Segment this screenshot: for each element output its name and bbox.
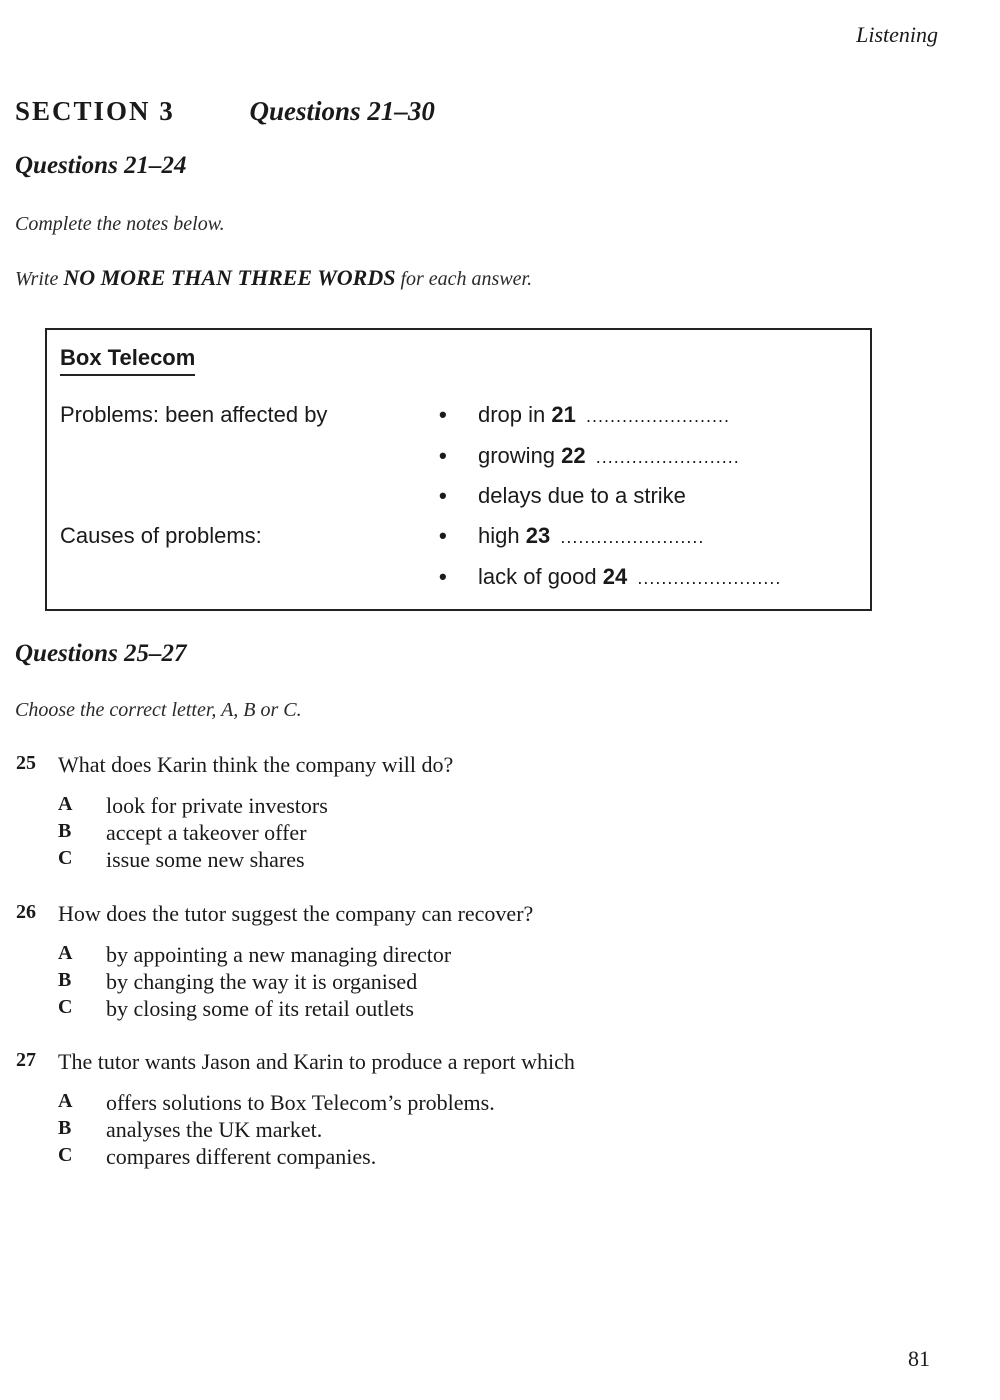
option-text[interactable]: offers solutions to Box Telecom’s problems.	[106, 1090, 495, 1115]
option-letter[interactable]: A	[58, 1090, 73, 1112]
question-text: What does Karin think the company will do?	[58, 752, 454, 777]
option-letter[interactable]: B	[58, 820, 72, 842]
answer-blank[interactable]: ........................	[560, 527, 705, 547]
notes-box	[45, 328, 872, 611]
page-number: 81	[908, 1346, 930, 1371]
notes-item-text: delays due to a strike	[478, 483, 686, 508]
notes-item-23	[478, 523, 704, 549]
notes-item-text: lack of good	[478, 564, 597, 589]
question-number: 22	[561, 443, 586, 468]
running-head: Listening	[856, 22, 938, 47]
bullet-icon: •	[439, 402, 447, 427]
questions-21-24-heading: Questions 21–24	[15, 152, 187, 179]
question-text: How does the tutor suggest the company can recover?	[58, 901, 534, 926]
instruction-word-limit-post: for each answer.	[400, 268, 533, 290]
option-text[interactable]: by closing some of its retail outlets	[106, 996, 414, 1021]
option-text[interactable]: compares different companies.	[106, 1144, 377, 1169]
bullet-icon: •	[439, 483, 447, 508]
questions-25-27-heading: Questions 25–27	[15, 640, 187, 667]
answer-blank[interactable]: ........................	[595, 447, 740, 467]
option-letter[interactable]: C	[58, 996, 73, 1018]
instruction-complete-notes: Complete the notes below.	[15, 213, 225, 235]
question-text: The tutor wants Jason and Karin to produce a report which	[58, 1049, 575, 1074]
instruction-choose-letter: Choose the correct letter, A, B or C.	[15, 699, 302, 721]
instruction-word-limit-bold: NO MORE THAN THREE WORDS	[63, 265, 396, 290]
bullet-icon: •	[439, 523, 447, 548]
option-text[interactable]: analyses the UK market.	[106, 1117, 323, 1142]
question-number: 24	[602, 564, 628, 589]
notes-item-21	[478, 402, 730, 428]
section-range: Questions 21–30	[249, 96, 435, 126]
option-letter[interactable]: C	[58, 1144, 73, 1166]
option-text[interactable]: accept a takeover offer	[106, 820, 307, 845]
causes-label: Causes of problems:	[60, 523, 262, 548]
option-letter[interactable]: A	[58, 793, 73, 815]
option-text[interactable]: by appointing a new managing director	[106, 942, 452, 967]
option-text[interactable]: issue some new shares	[106, 847, 305, 872]
option-letter[interactable]: A	[58, 942, 73, 964]
question-number: 23	[525, 523, 551, 548]
question-number: 21	[551, 402, 576, 427]
option-text[interactable]: look for private investors	[106, 793, 328, 818]
option-text[interactable]: by changing the way it is organised	[106, 969, 418, 994]
option-letter[interactable]: B	[58, 1117, 72, 1139]
notes-title: Box Telecom	[60, 345, 195, 376]
answer-blank[interactable]: ........................	[637, 568, 782, 588]
bullet-icon: •	[439, 564, 447, 589]
option-letter[interactable]: C	[58, 847, 73, 869]
option-letter[interactable]: B	[58, 969, 72, 991]
question-number: 25	[16, 752, 36, 774]
notes-item-delays	[478, 483, 686, 509]
notes-item-22	[478, 443, 740, 469]
notes-item-text: high	[478, 523, 520, 548]
instruction-word-limit	[15, 265, 532, 291]
bullet-icon: •	[439, 443, 447, 468]
notes-item-text: growing	[478, 443, 556, 468]
question-number: 27	[16, 1049, 36, 1071]
problems-label: Problems: been affected by	[60, 402, 328, 427]
question-number: 26	[16, 901, 36, 923]
section-heading	[15, 96, 435, 127]
notes-item-24	[478, 564, 781, 590]
answer-blank[interactable]: ........................	[586, 406, 731, 426]
section-label: SECTION 3	[15, 96, 175, 126]
instruction-word-limit-pre: Write	[15, 268, 59, 290]
notes-item-text: drop in	[478, 402, 546, 427]
